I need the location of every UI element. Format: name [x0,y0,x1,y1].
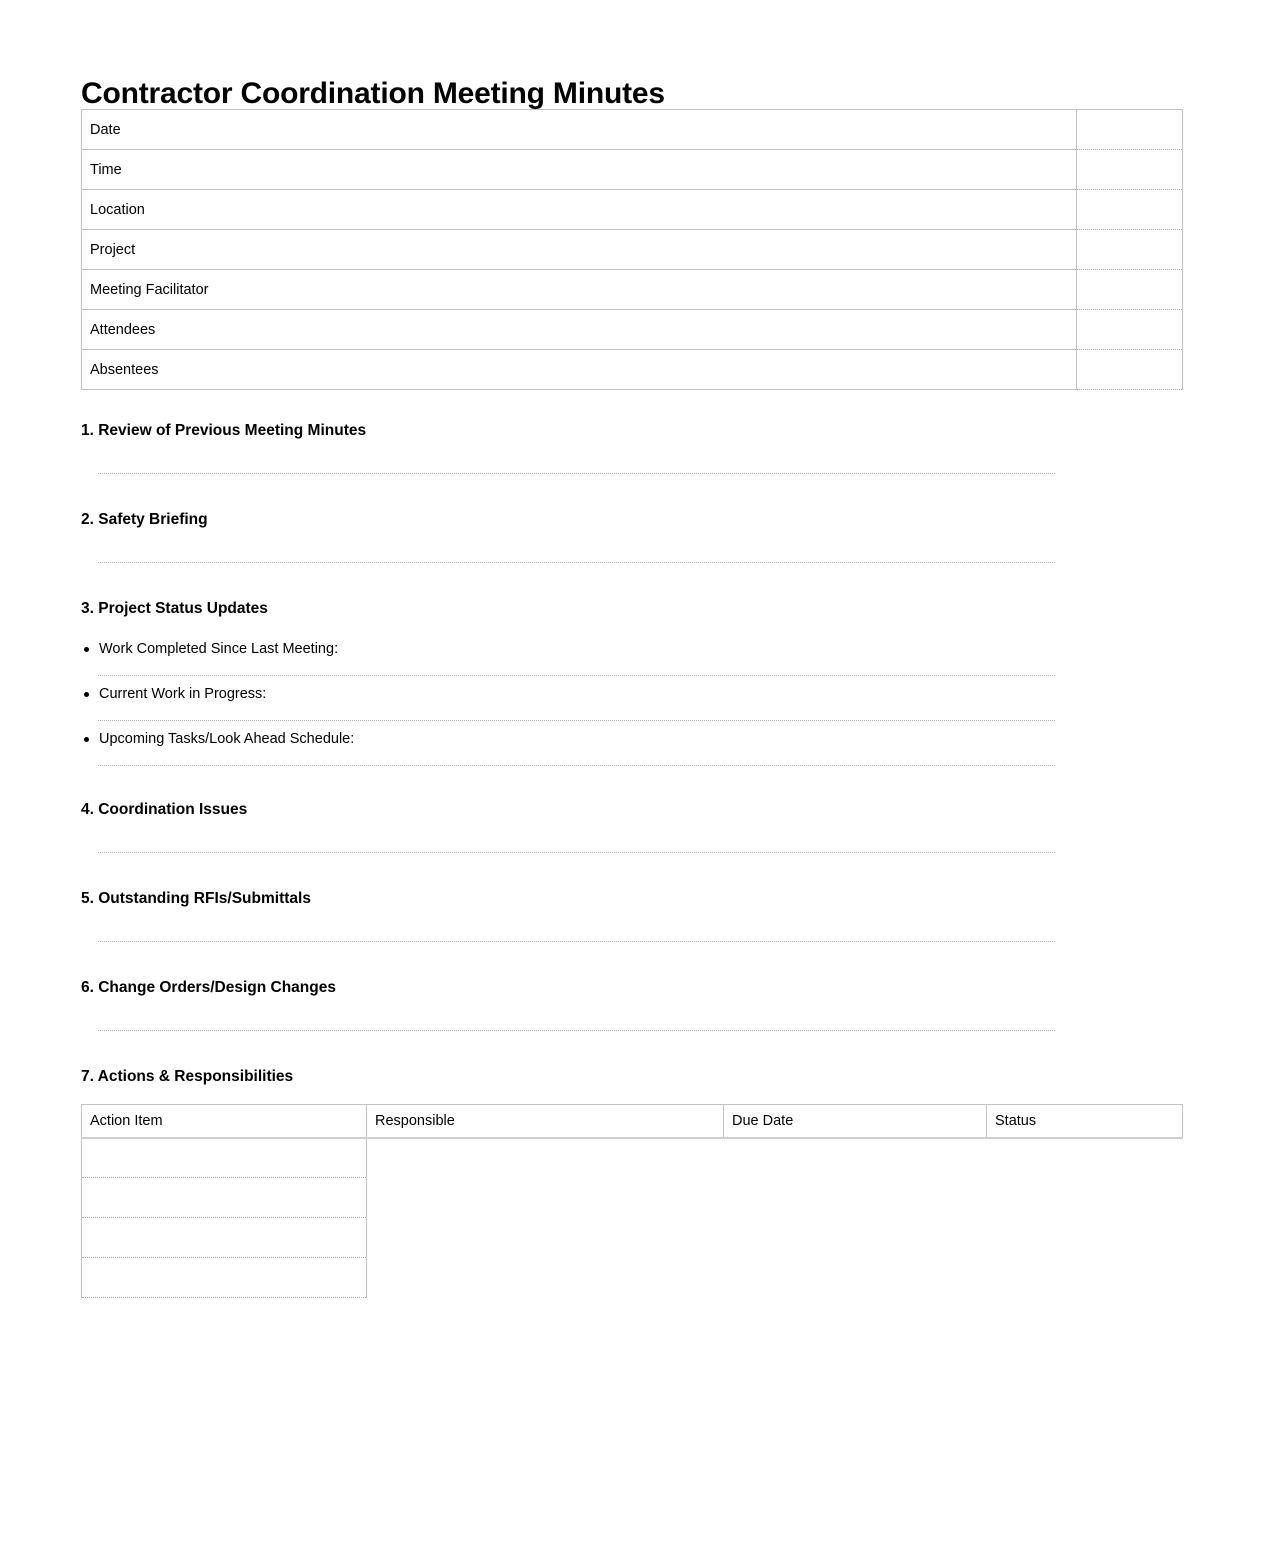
section-actions-responsibilities [81,1068,1182,1087]
cell-responsible[interactable] [367,1258,724,1298]
cell-responsible[interactable] [367,1178,724,1218]
list-item [81,686,1182,731]
bullet-work-completed [81,641,1182,658]
bullet-dot-icon [84,692,89,697]
section-write-in-rule[interactable] [98,852,1055,853]
actions-responsibilities-table [81,1104,1183,1298]
info-value-location[interactable] [1077,190,1183,230]
cell-responsible[interactable] [367,1138,724,1178]
list-item [81,641,1182,686]
bullet-label: Upcoming Tasks/Look Ahead Schedule: [99,730,355,747]
table-row [82,1178,1183,1218]
cell-due-date[interactable] [724,1178,987,1218]
section-coordination-issues [81,801,1182,820]
section-project-status-updates [81,600,1182,776]
table-row [82,110,1183,150]
info-value-time[interactable] [1077,150,1183,190]
info-value-attendees[interactable] [1077,310,1183,350]
bullet-write-in-rule[interactable] [98,720,1055,721]
info-value-absentees[interactable] [1077,350,1183,390]
project-status-bullet-list [81,641,1182,776]
cell-due-date[interactable] [724,1218,987,1258]
info-label-meeting-facilitator: Meeting Facilitator [82,270,1077,310]
cell-action-item[interactable] [82,1178,367,1218]
cell-due-date[interactable] [724,1258,987,1298]
cell-due-date[interactable] [724,1138,987,1178]
section-heading: 2. Safety Briefing [81,511,208,528]
section-write-in-rule[interactable] [98,473,1055,474]
page-title: Contractor Coordination Meeting Minutes [81,77,665,111]
section-review-of-previous-meeting-minutes [81,422,1182,441]
table-row [82,270,1183,310]
section-heading: 3. Project Status Updates [81,600,268,617]
table-row [82,230,1183,270]
info-label-date: Date [82,110,1077,150]
bullet-current-work [81,686,1182,703]
cell-action-item[interactable] [82,1218,367,1258]
info-value-project[interactable] [1077,230,1183,270]
table-header-row [82,1105,1183,1138]
info-label-time: Time [82,150,1077,190]
section-heading: 6. Change Orders/Design Changes [81,979,336,996]
cell-responsible[interactable] [367,1218,724,1258]
section-write-in-rule[interactable] [98,1030,1055,1031]
bullet-dot-icon [84,647,89,652]
column-header-responsible: Responsible [367,1105,724,1138]
table-row [82,150,1183,190]
section-write-in-rule[interactable] [98,941,1055,942]
cell-status[interactable] [987,1178,1183,1218]
column-header-action-item: Action Item [82,1105,367,1138]
column-header-status: Status [987,1105,1183,1138]
info-value-date[interactable] [1077,110,1183,150]
cell-status[interactable] [987,1138,1183,1178]
section-heading: 5. Outstanding RFIs/Submittals [81,890,311,907]
table-row [82,310,1183,350]
bullet-write-in-rule[interactable] [98,765,1055,766]
bullet-write-in-rule[interactable] [98,675,1055,676]
cell-action-item[interactable] [82,1138,367,1178]
info-value-meeting-facilitator[interactable] [1077,270,1183,310]
info-label-absentees: Absentees [82,350,1077,390]
bullet-upcoming-tasks [81,731,1182,748]
table-row [82,1138,1183,1178]
section-write-in-rule[interactable] [98,562,1055,563]
info-label-project: Project [82,230,1077,270]
table-row [82,1218,1183,1258]
bullet-label: Current Work in Progress: [99,685,267,702]
cell-action-item[interactable] [82,1258,367,1298]
table-row [82,350,1183,390]
info-label-attendees: Attendees [82,310,1077,350]
section-heading: 4. Coordination Issues [81,801,248,818]
bullet-dot-icon [84,737,89,742]
info-label-location: Location [82,190,1077,230]
cell-status[interactable] [987,1258,1183,1298]
section-heading: 1. Review of Previous Meeting Minutes [81,422,367,439]
bullet-label: Work Completed Since Last Meeting: [99,640,339,657]
section-safety-briefing [81,511,1182,530]
section-change-orders-design-changes [81,979,1182,998]
table-row [82,1258,1183,1298]
table-row [82,190,1183,230]
section-heading: 7. Actions & Responsibilities [81,1068,294,1085]
list-item [81,731,1182,776]
cell-status[interactable] [987,1218,1183,1258]
column-header-due-date: Due Date [724,1105,987,1138]
meeting-info-table [81,109,1183,390]
section-outstanding-rfis-submittals [81,890,1182,909]
